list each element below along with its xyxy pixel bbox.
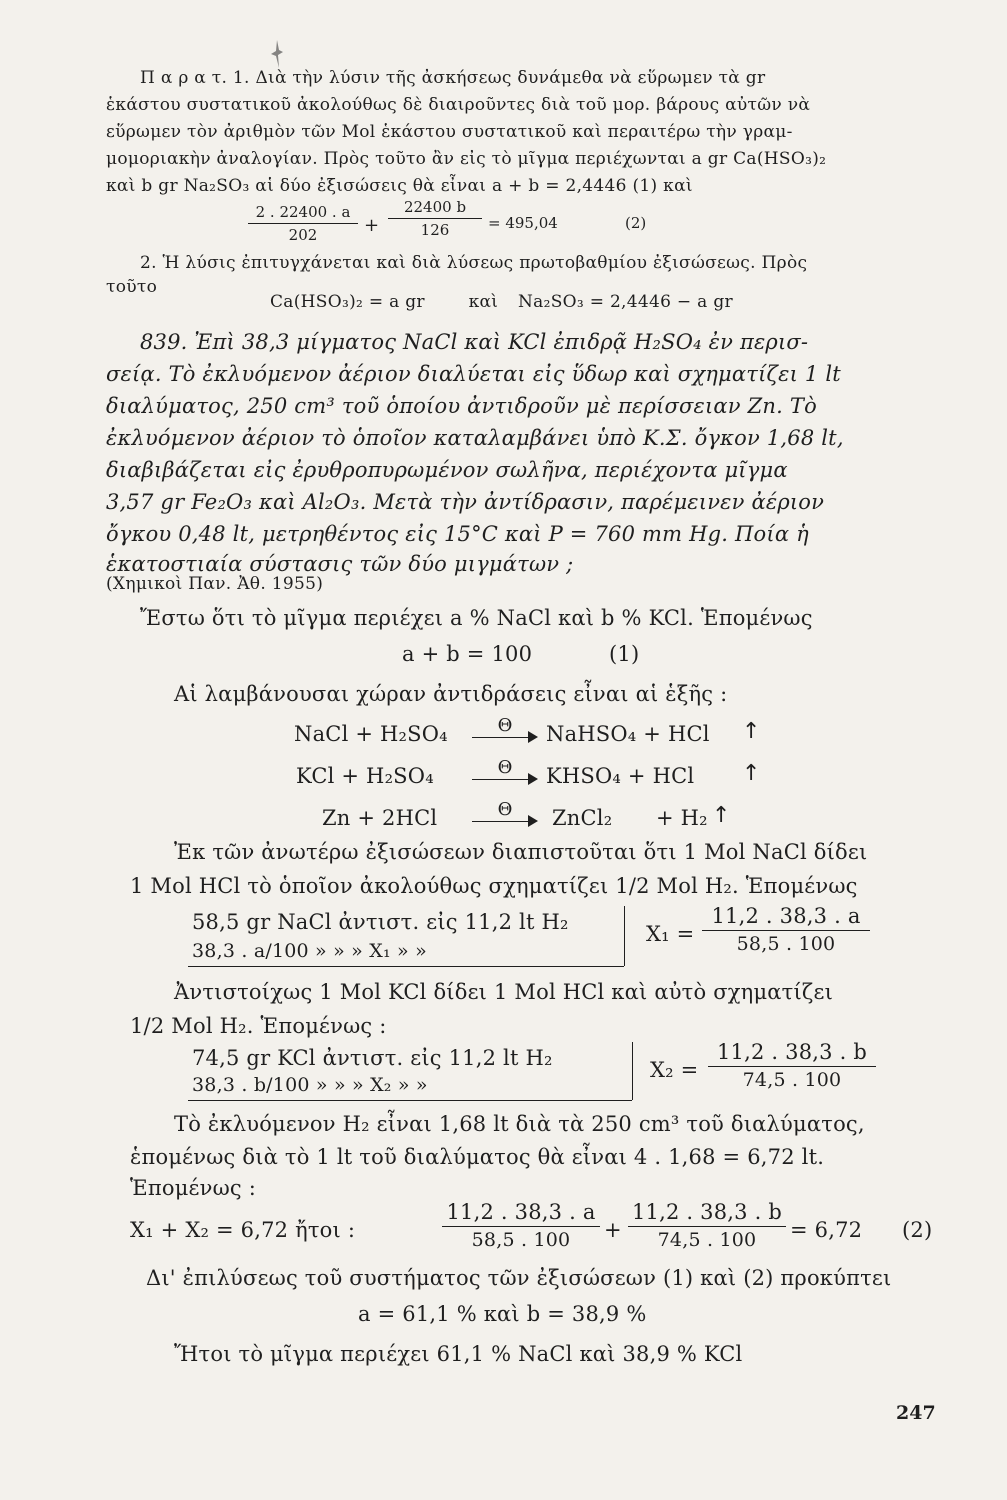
reactions-intro: Αἱ λαμβάνουσαι χώραν ἀντιδράσεις εἶναι αἱ ἑξῆς : bbox=[174, 682, 728, 706]
note-eq2-frac-2: $\frac{22400 b}{126}$ bbox=[388, 198, 482, 239]
note-1-line-1: Π α ρ α τ. 1. Διὰ τὴν λύσιν τῆς ἀσκήσεως δυνάμεθα νὰ εὕρωμεν τὰ gr bbox=[140, 68, 766, 88]
eq2-fraction-1: $\frac{11,2 . 38,3 . a}{58,5 . 100}$ bbox=[442, 1200, 600, 1251]
para-2-line-2: 1/2 Mol H₂. Ἑπομένως : bbox=[130, 1014, 387, 1038]
para-3-line-1: Τὸ ἐκλυόμενον H₂ εἶναι 1,68 lt διὰ τὰ 250 cm³ τοῦ διαλύματος, bbox=[174, 1112, 865, 1136]
para-3-line-3: Ἑπομένως : bbox=[130, 1176, 257, 1200]
note-2-line-1: 2. Ἡ λύσις ἐπιτυγχάνεται καὶ διὰ λύσεως πρωτοβαθμίου ἐξισώσεως. Πρὸς bbox=[140, 253, 808, 273]
note-1-line-3: εὕρωμεν τὸν ἀριθμὸν τῶν Mol ἑκάστου συστατικοῦ καὶ περαιτέρω τὴν γραμ- bbox=[106, 122, 793, 142]
para-3-line-2: ἑπομένως διὰ τὸ 1 lt τοῦ διαλύματος θὰ εἶναι 4 . 1,68 = 6,72 lt. bbox=[130, 1145, 825, 1169]
para-1-line-1: Ἐκ τῶν ἀνωτέρω ἐξισώσεων διαπιστοῦται ὅτι 1 Mol NaCl δίδει bbox=[174, 840, 868, 864]
page-number: 247 bbox=[896, 1402, 936, 1424]
note-1-line-4: μομοριακὴν ἀναλογίαν. Πρὸς τοῦτο ἂν εἰς τὸ μῖγμα περιέχωνται a gr Ca(HSO₃)₂ bbox=[106, 149, 827, 169]
problem-line-3: διαλύματος, 250 cm³ τοῦ ὁποίου ἀντιδροῦν μὲ περίσσειαν Zn. Τὸ bbox=[106, 394, 817, 418]
note-eq2-frac-1: $\frac{2 . 22400 . a}{202}$ bbox=[248, 203, 358, 244]
problem-line-4: ἐκλυόμενον ἀέριον τὸ ὁποῖον καταλαμβάνει ὑπὸ Κ.Σ. ὄγκον 1,68 lt, bbox=[106, 426, 844, 450]
note-1-line-5: καὶ b gr Na₂SO₃ αἱ δύο ἐξισώσεις θὰ εἶναι a + b = 2,4446 (1) καὶ bbox=[106, 176, 693, 196]
problem-line-7: ὄγκου 0,48 lt, μετρηθέντος εἰς 15°C καὶ P = 760 mm Hg. Ποία ἡ bbox=[106, 522, 809, 546]
gas-up-arrow-icon: ↑ bbox=[712, 803, 731, 828]
gas-up-arrow-icon: ↑ bbox=[742, 719, 761, 744]
solution-eq-1: a + b = 100 (1) bbox=[402, 642, 640, 666]
ink-blot-mark bbox=[270, 40, 284, 68]
para-1-line-2: 1 Mol HCl τὸ ὁποῖον ἀκολούθως σχηματίζει 1/2 Mol H₂. Ἑπομένως bbox=[130, 874, 858, 898]
note-2-equation: Ca(HSO₃)₂ = a gr καὶ Na₂SO₃ = 2,4446 − a gr bbox=[270, 292, 733, 312]
problem-line-2: σείᾳ. Τὸ ἐκλυόμενον ἀέριον διαλύεται εἰς ὕδωρ καὶ σχηματίζει 1 lt bbox=[106, 362, 841, 386]
eq2-fraction-2: $\frac{11,2 . 38,3 . b}{74,5 . 100}$ bbox=[628, 1200, 786, 1251]
problem-line-1: 839. Ἐπὶ 38,3 μίγματος NaCl καὶ KCl ἐπιδρᾷ H₂SO₄ ἐν περισ- bbox=[140, 330, 809, 354]
x1-fraction: $\frac{11,2 . 38,3 . a}{58,5 . 100}$ bbox=[702, 904, 870, 955]
note-label: Π α ρ α τ. bbox=[140, 68, 228, 88]
para-4: Δι' ἐπιλύσεως τοῦ συστήματος τῶν ἐξισώσεων (1) καὶ (2) προκύπτει bbox=[146, 1266, 892, 1290]
solution-conclusion: Ἤτοι τὸ μῖγμα περιέχει 61,1 % NaCl καὶ 38,9 % KCl bbox=[174, 1342, 743, 1366]
solution-intro: Ἔστω ὅτι τὸ μῖγμα περιέχει a % NaCl καὶ b % KCl. Ἑπομένως bbox=[140, 606, 813, 630]
note-1-line-2: ἑκάστου συστατικοῦ ἀκολούθως δὲ διαιροῦντες διὰ τοῦ μορ. βάρους αὐτῶν νὰ bbox=[106, 95, 811, 115]
book-page: Π α ρ α τ. 1. Διὰ τὴν λύσιν τῆς ἀσκήσεως δυνάμεθα νὰ εὕρωμεν τὰ gr ἑκάστου συστατικοῦ ἀκολούθως δὲ διαιροῦντες διὰ τοῦ μορ. βάρους αὐτῶν νὰ εὕρωμεν τὸν ἀριθμὸν τῶν Mol ἑκάστου συστατικοῦ καὶ περαιτέρω τὴν γραμ- μομοριακὴν ἀναλογίαν. Πρὸς τοῦτο ἂν εἰς τὸ μῖγμα περιέχωνται a gr Ca(HSO₃)₂ καὶ b gr Na₂SO₃ αἱ δύο ἐξισώσεις θὰ εἶναι a + b = 2,4446 (1) καὶ $\frac{2 . 22400 . a}{202}$ + $\frac{22400 b}{126}$ = 495,04 (2) 2. Ἡ λύσις ἐπιτυγχάνεται καὶ διὰ λύσεως πρωτοβαθμίου ἐξισώσεως. Πρὸς τοῦτο Ca(HSO₃)₂ = a gr καὶ Na₂SO₃ = 2,4446 − a gr 839. Ἐπὶ 38,3 μίγματος NaCl καὶ KCl ἐπιδρᾷ H₂SO₄ ἐν περισ- σείᾳ. Τὸ ἐκλυόμενον ἀέριον διαλύεται εἰς ὕδωρ καὶ σχηματίζει 1 lt διαλύματος, 250 cm³ τοῦ ὁποίου ἀντιδροῦν μὲ περίσσειαν Zn. Τὸ ἐκλυόμενον ἀέριον τὸ ὁποῖον καταλαμβάνει ὑπὸ Κ.Σ. ὄγκον 1,68 lt, διαβιβάζεται εἰς ἐρυθροπυρωμένον σωλῆνα, περιέχοντα μῖγμα 3,57 gr Fe₂O₃ καὶ Al₂O₃. Μετὰ τὴν ἀντίδρασιν, παρέμεινεν ἀέριον ὄγκου 0,48 lt, μετρηθέντος εἰς 15°C καὶ P = 760 mm Hg. Ποία ἡ ἑκατοστιαία σύστασις τῶν δύο μιγμάτων ; (Χημικοὶ Παν. Ἀθ. 1955) Ἔστω ὅτι τὸ μῖγμα περιέχει a % NaCl καὶ b % KCl. Ἑπομένως a + b = 100 (1) Αἱ λαμβάνουσαι χώραν ἀντιδράσεις εἶναι αἱ ἑξῆς : NaCl + H₂SO₄ Θ NaHSO₄ + HCl ↑ KCl + H₂SO₄ Θ KHSO₄ + HCl ↑ Zn + 2HCl Θ ZnCl₂ + H₂ ↑ Ἐκ τῶν ἀνωτέρω ἐξισώσεων διαπιστοῦται ὅτι 1 Mol NaCl δίδει 1 Mol HCl τὸ ὁποῖον ἀκολούθως σχηματίζει 1/2 Mol H₂. Ἑπομένως 58,5 gr NaCl ἀντιστ. εἰς 11,2 lt H₂ 38,3 . a/100 » » » X₁ » » X₁ = $\frac{11,2 . 38,3 . a}{58,5 . 100}$ Ἀντιστοίχως 1 Mol KCl δίδει 1 Mol HCl καὶ αὐτὸ σχηματίζει 1/2 Mol H₂. Ἑπομένως : 74,5 gr KCl ἀντιστ. εἰς 11,2 lt H₂ 38,3 . b/100 » » » X₂ » » X₂ = $\frac{11,2 . 38,3 . b}{74,5 . 100}$ Τὸ ἐκλυόμενον H₂ εἶναι 1,68 lt διὰ τὰ 250 cm³ τοῦ διαλύματος, ἑπομένως διὰ τὸ 1 lt τοῦ διαλύματος θὰ εἶναι 4 . 1,68 = 6,72 lt. Ἑπομένως : X₁ + X₂ = 6,72 ἤτοι : $\frac{11,2 . 38,3 . a}{58,5 . 100}$ + $\frac{11,2 . 38,3 . b}{74,5 . 100}$ = 6,72 (2) Δι' ἐπιλύσεως τοῦ συστήματος τῶν ἐξισώσεων (1) καὶ (2) προκύπτει a = 61,1 % καὶ b = 38,9 % Ἤτοι τὸ μῖγμα περιέχει 61,1 % NaCl καὶ 38,9 % KCl 247 bbox=[0, 0, 1007, 1500]
problem-line-8: ἑκατοστιαία σύστασις τῶν δύο μιγμάτων ; bbox=[106, 552, 574, 576]
solution-result: a = 61,1 % καὶ b = 38,9 % bbox=[358, 1302, 647, 1326]
note-2-line-2: τοῦτο bbox=[106, 277, 158, 297]
problem-source: (Χημικοὶ Παν. Ἀθ. 1955) bbox=[106, 574, 324, 594]
problem-line-5: διαβιβάζεται εἰς ἐρυθροπυρωμένον σωλῆνα, περιέχοντα μῖγμα bbox=[106, 458, 788, 482]
gas-up-arrow-icon: ↑ bbox=[742, 761, 761, 786]
problem-line-6: 3,57 gr Fe₂O₃ καὶ Al₂O₃. Μετὰ τὴν ἀντίδρασιν, παρέμεινεν ἀέριον bbox=[106, 490, 825, 514]
para-2-line-1: Ἀντιστοίχως 1 Mol KCl δίδει 1 Mol HCl καὶ αὐτὸ σχηματίζει bbox=[174, 980, 834, 1004]
x2-fraction: $\frac{11,2 . 38,3 . b}{74,5 . 100}$ bbox=[708, 1040, 876, 1091]
